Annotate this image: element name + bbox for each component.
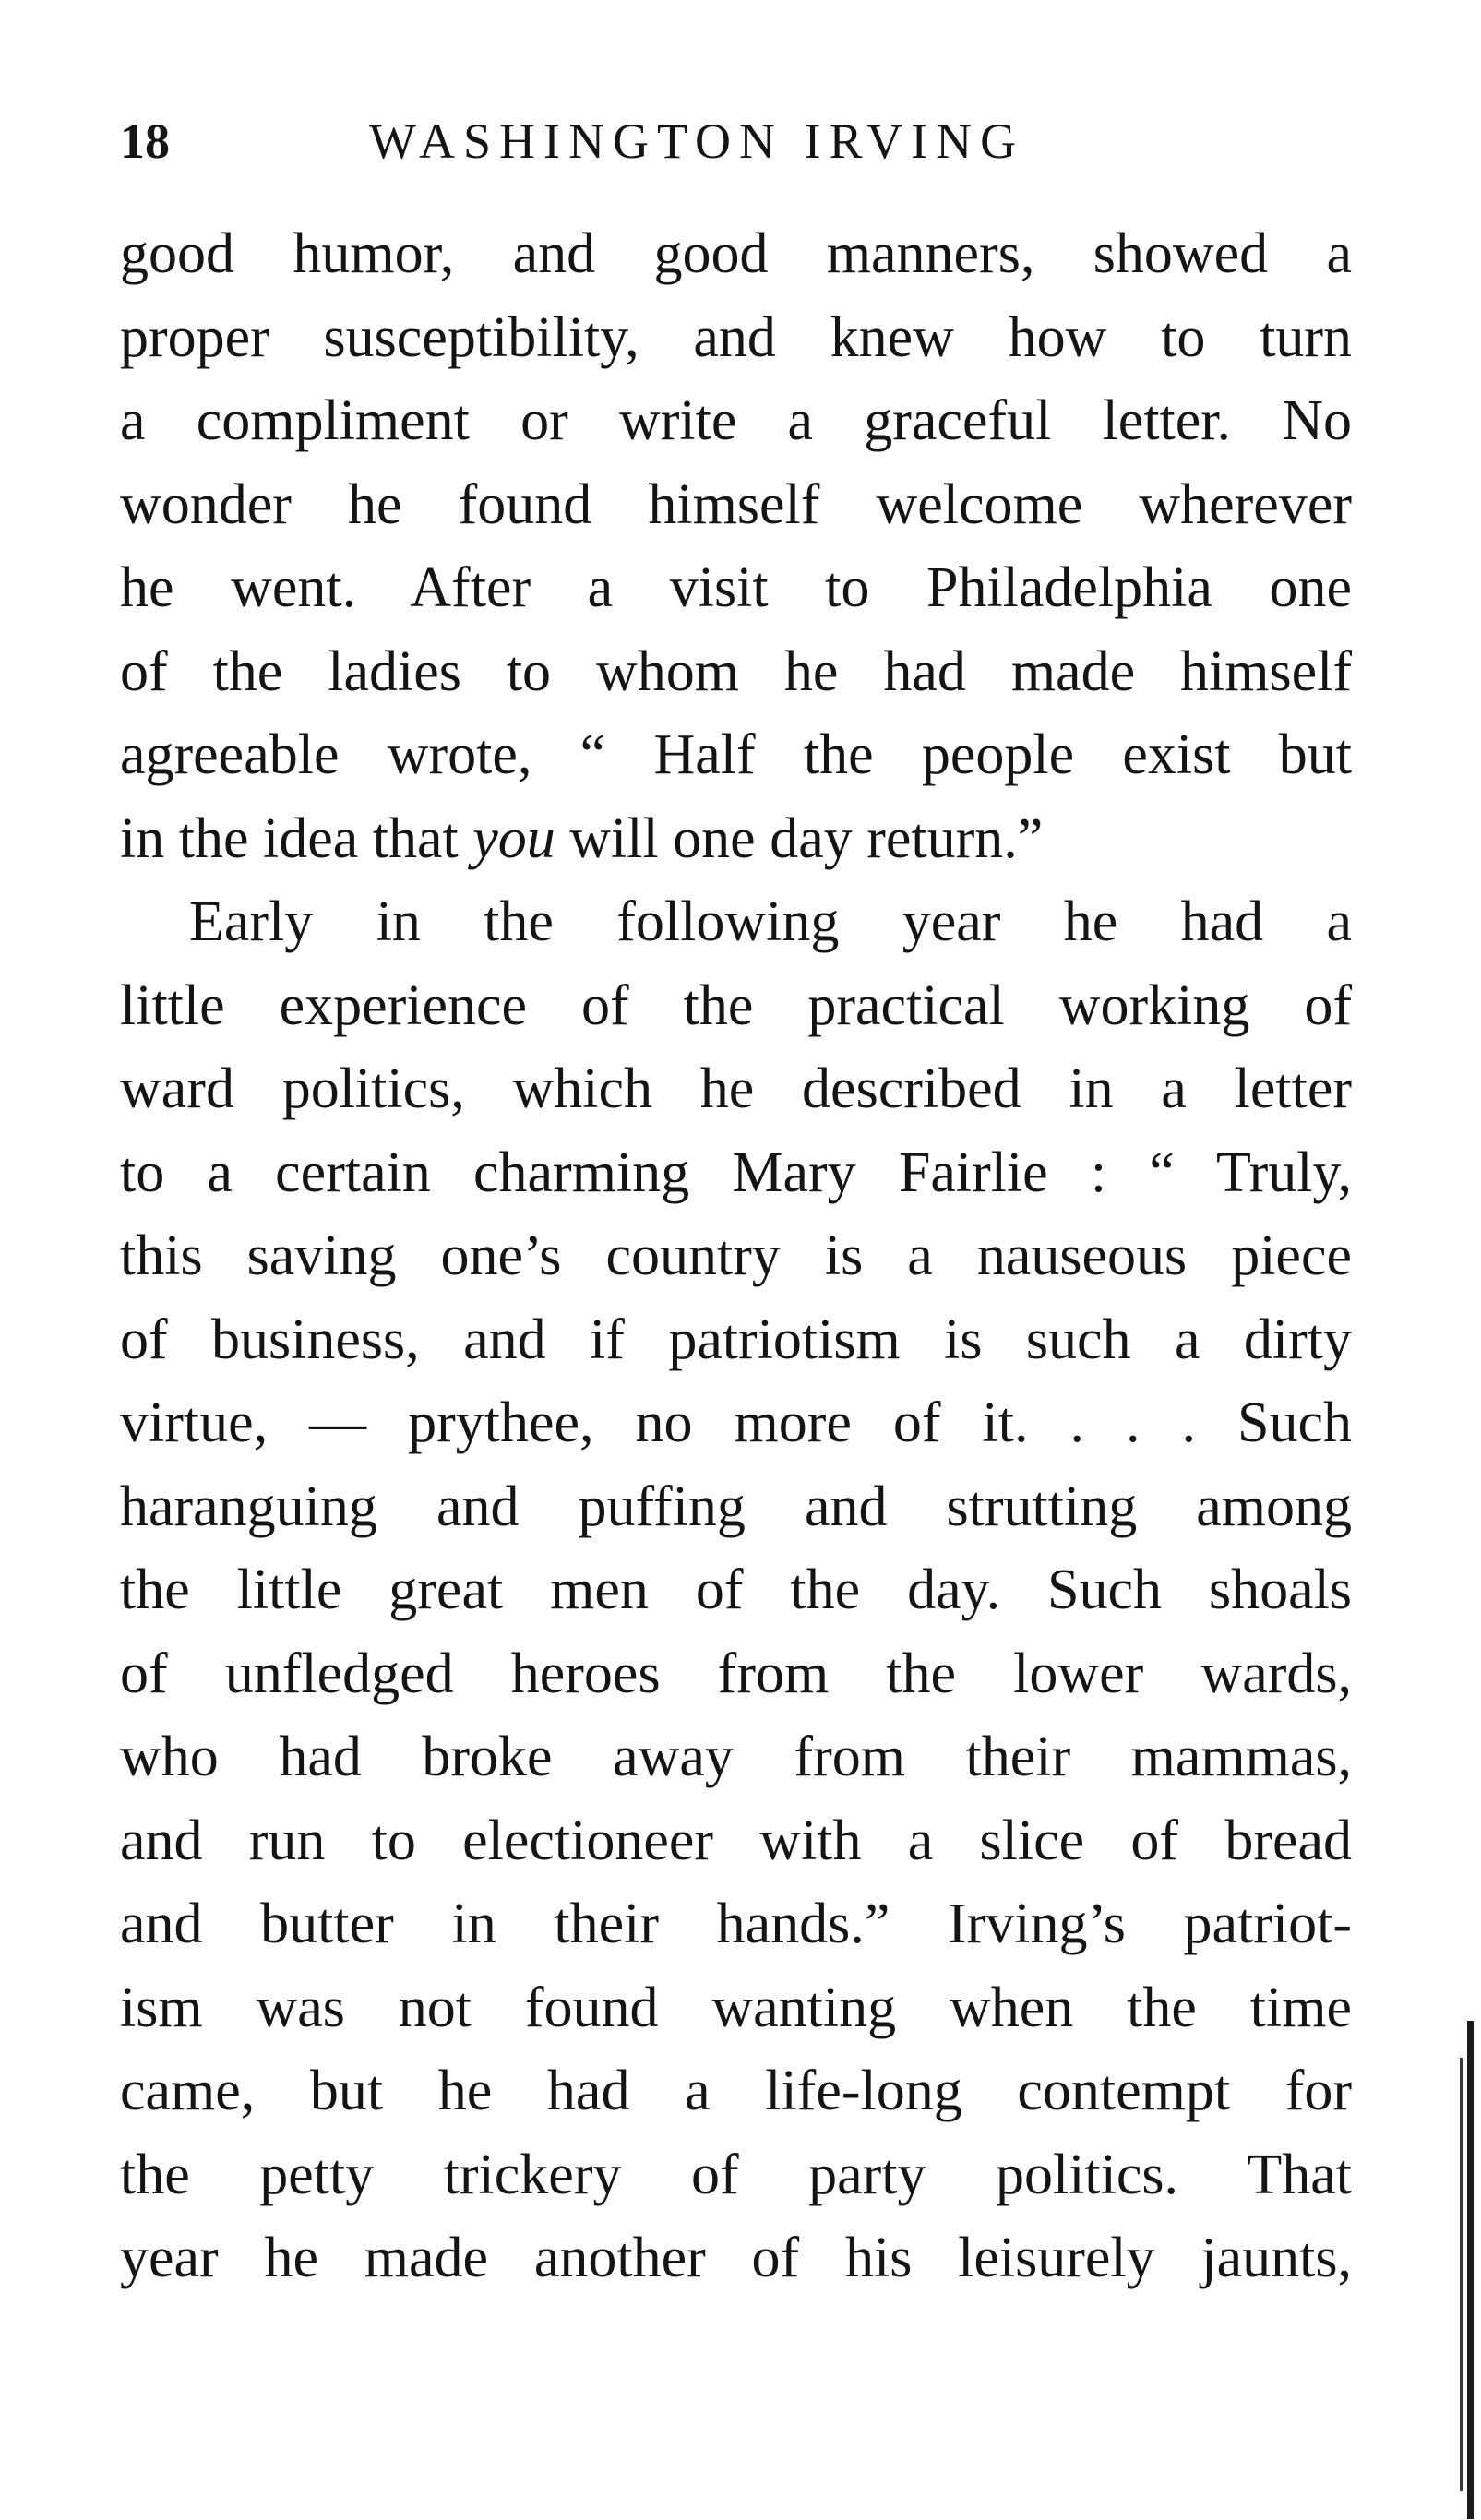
text-line: wonder he found himself welcome wherever [120,472,1352,536]
text-line: a compliment or write a graceful letter. No [120,389,1352,452]
text-line [120,797,1352,881]
text-line: this saving one’s country is a nauseous piece [120,1224,1352,1287]
paragraph-first-line: Early in the following year he had a [189,890,1352,953]
page-edge-shadow [1467,2021,1474,2519]
text-line: who had broke away from their mammas, [120,1726,1352,1788]
text-run: will one day return.” [555,806,1044,870]
text-line: virtue, — prythee, no more of it. . . . Such [120,1391,1352,1454]
text-run: in the idea that [120,806,473,870]
text-line: of unfledged heroes from the lower wards, [120,1642,1352,1705]
text-line: and run to electioneer with a slice of bread [120,1809,1352,1872]
text-line: of business, and if patriotism is such a dirty [120,1308,1352,1371]
running-head [120,111,1103,185]
text-line: ism was not found wanting when the time [120,1976,1352,2039]
text-line: good humor, and good manners, showed a [120,222,1352,285]
text-line: came, but he had a life-long contempt for [120,2060,1352,2122]
page-number: 18 [120,113,170,169]
text-line: of the ladies to whom he had made himself [120,639,1352,703]
text-line: to a certain charming Mary Fairlie : “ Truly, [120,1141,1352,1204]
text-line: he went. After a visit to Philadelphia one [120,556,1352,619]
text-line: little experience of the practical working of [120,973,1352,1037]
body-text [120,212,1352,2300]
text-line: haranguing and puffing and strutting among [120,1475,1352,1538]
text-line: year he made another of his leisurely jaunts, [120,2227,1352,2289]
text-line: the little great men of the day. Such shoals [120,1559,1352,1621]
text-line: proper susceptibility, and knew how to turn [120,305,1352,369]
running-title: WASHINGTON IRVING [369,113,1025,169]
text-line: and butter in their hands.” Irving’s patriot- [120,1893,1352,1955]
text-line: ward politics, which he described in a letter [120,1057,1352,1120]
page-edge-shadow [1460,2058,1463,2491]
emphasized-word: you [472,806,555,870]
text-line: agreeable wrote, “ Half the people exist but [120,723,1352,786]
text-line: the petty trickery of party politics. That [120,2143,1352,2206]
